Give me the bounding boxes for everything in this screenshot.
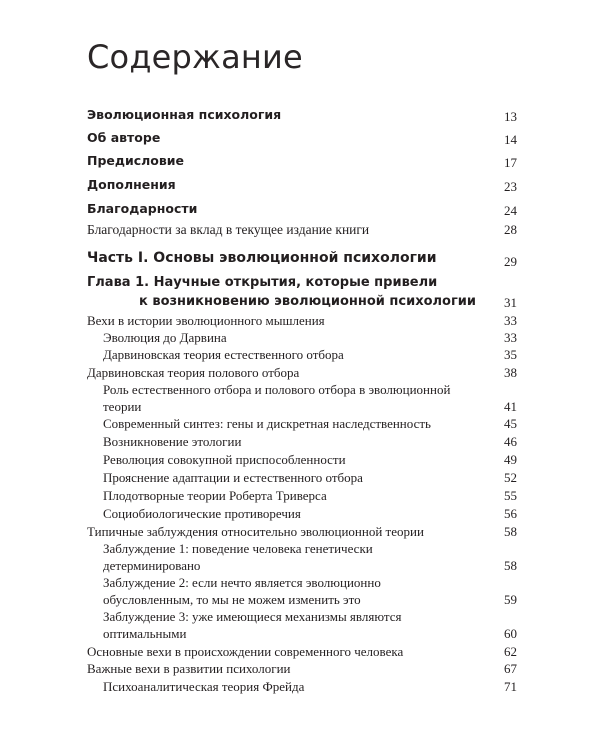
toc-subsection-page: 59: [504, 592, 517, 607]
toc-subsection-page: 35: [504, 347, 517, 362]
toc-part-page: 29: [504, 254, 517, 269]
toc-section-page: 33: [504, 313, 517, 328]
toc-subsection[interactable]: [87, 381, 517, 415]
toc-subsection[interactable]: [87, 505, 517, 522]
toc-entry-title: Благодарности: [87, 201, 198, 216]
toc-entry-title: Эволюционная психология: [87, 107, 282, 122]
toc-subsection-page: 52: [504, 470, 517, 485]
toc-section-page: 67: [504, 661, 517, 676]
toc-subsection-page: 33: [504, 330, 517, 345]
toc-subsection-title: Заблуждение 2: если нечто является эволюционно обусловленным, то мы не можем изменить это: [103, 575, 381, 607]
toc-subsection-title: Революция совокупной приспособленности: [103, 452, 346, 467]
toc-subsection-title: Эволюция до Дарвина: [103, 330, 227, 345]
toc-entry-title: Дополнения: [87, 177, 176, 192]
toc-chapter-page: 31: [504, 295, 517, 310]
toc-subsection-title: Социобиологические противоречия: [103, 506, 301, 521]
toc-entry-page: 17: [504, 155, 517, 170]
toc-entry-front[interactable]: [87, 107, 517, 125]
toc-chapter-line-2: к возникновению эволюционной психологии: [139, 294, 476, 309]
toc-subsection-page: 55: [504, 488, 517, 503]
toc-section-page: 58: [504, 524, 517, 539]
toc-entry-page: 13: [504, 109, 517, 124]
toc-entry-title: Предисловие: [87, 153, 185, 168]
toc-subsection-title: Психоаналитическая теория Фрейда: [103, 679, 305, 694]
toc-subsection[interactable]: [87, 678, 517, 695]
toc-section-page: 38: [504, 365, 517, 380]
toc-entry-front[interactable]: [87, 177, 517, 195]
toc-section-title: Типичные заблуждения относительно эволюционной теории: [87, 524, 424, 539]
toc-subsection[interactable]: [87, 346, 517, 363]
toc-section[interactable]: [87, 660, 517, 677]
toc-chapter-line-1: Глава 1. Научные открытия, которые привели: [87, 275, 438, 290]
toc-subsection-title: Роль естественного отбора и полового отбора в эволюционной теории: [103, 382, 451, 414]
toc-subsection-page: 49: [504, 452, 517, 467]
toc-subsection-page: 56: [504, 506, 517, 521]
toc-entry-page: 23: [504, 179, 517, 194]
toc-entry-page: 24: [504, 203, 517, 218]
toc-subsection-page: 46: [504, 434, 517, 449]
toc-section-title: Основные вехи в происхождении современного человека: [87, 644, 404, 659]
toc-subsection-title: Возникновение этологии: [103, 434, 242, 449]
toc-chapter-1[interactable]: [87, 273, 517, 311]
toc-section-title: Важные вехи в развитии психологии: [87, 661, 291, 676]
toc-subsection[interactable]: [87, 433, 517, 450]
toc-entry-page: 14: [504, 132, 517, 147]
toc-chapter-title: [87, 273, 517, 311]
toc-subsection[interactable]: [87, 329, 517, 346]
toc-subsection-page: 45: [504, 416, 517, 431]
toc-entry-title: Об авторе: [87, 130, 161, 145]
toc-section[interactable]: [87, 643, 517, 660]
toc-subsection[interactable]: [87, 487, 517, 504]
toc-subsection-title: Дарвиновская теория естественного отбора: [103, 347, 344, 362]
toc-subsection-title: Современный синтез: гены и дискретная наследственность: [103, 416, 431, 431]
toc-subsection-page: 71: [504, 679, 517, 694]
toc-subsection-title: Заблуждение 1: поведение человека генетически детерминировано: [103, 541, 373, 573]
toc-section[interactable]: [87, 364, 517, 381]
toc-entry-front[interactable]: [87, 130, 517, 148]
toc-subsection[interactable]: [87, 574, 517, 608]
toc-subsection-page: 58: [504, 558, 517, 573]
toc-subsection[interactable]: [87, 415, 517, 432]
toc-subsection-title: Прояснение адаптации и естественного отбора: [103, 470, 363, 485]
toc-part-1[interactable]: [87, 250, 517, 270]
toc-section-title: Вехи в истории эволюционного мышления: [87, 313, 325, 328]
toc-entry-front[interactable]: [87, 153, 517, 171]
toc-entry-thanks-edition[interactable]: [87, 221, 517, 238]
toc-subsection[interactable]: [87, 540, 517, 574]
toc-entry-front[interactable]: [87, 201, 517, 219]
toc-subsection[interactable]: [87, 469, 517, 486]
toc-subsection-page: 41: [504, 399, 517, 414]
toc-subsection[interactable]: [87, 608, 517, 642]
page-title: Содержание: [87, 38, 303, 76]
toc-entry-page: 28: [504, 222, 517, 237]
toc-section-title: Дарвиновская теория полового отбора: [87, 365, 300, 380]
toc-section[interactable]: [87, 312, 517, 329]
toc-subsection-title: Плодотворные теории Роберта Триверса: [103, 488, 327, 503]
toc-part-title: Часть I. Основы эволюционной психологии: [87, 250, 437, 266]
toc-subsection[interactable]: [87, 451, 517, 468]
toc-section[interactable]: [87, 523, 517, 540]
toc-subsection-page: 60: [504, 626, 517, 641]
toc-entry-title: Благодарности за вклад в текущее издание книги: [87, 222, 370, 237]
toc-section-page: 62: [504, 644, 517, 659]
toc-subsection-title: Заблуждение 3: уже имеющиеся механизмы являются оптимальными: [103, 609, 402, 641]
